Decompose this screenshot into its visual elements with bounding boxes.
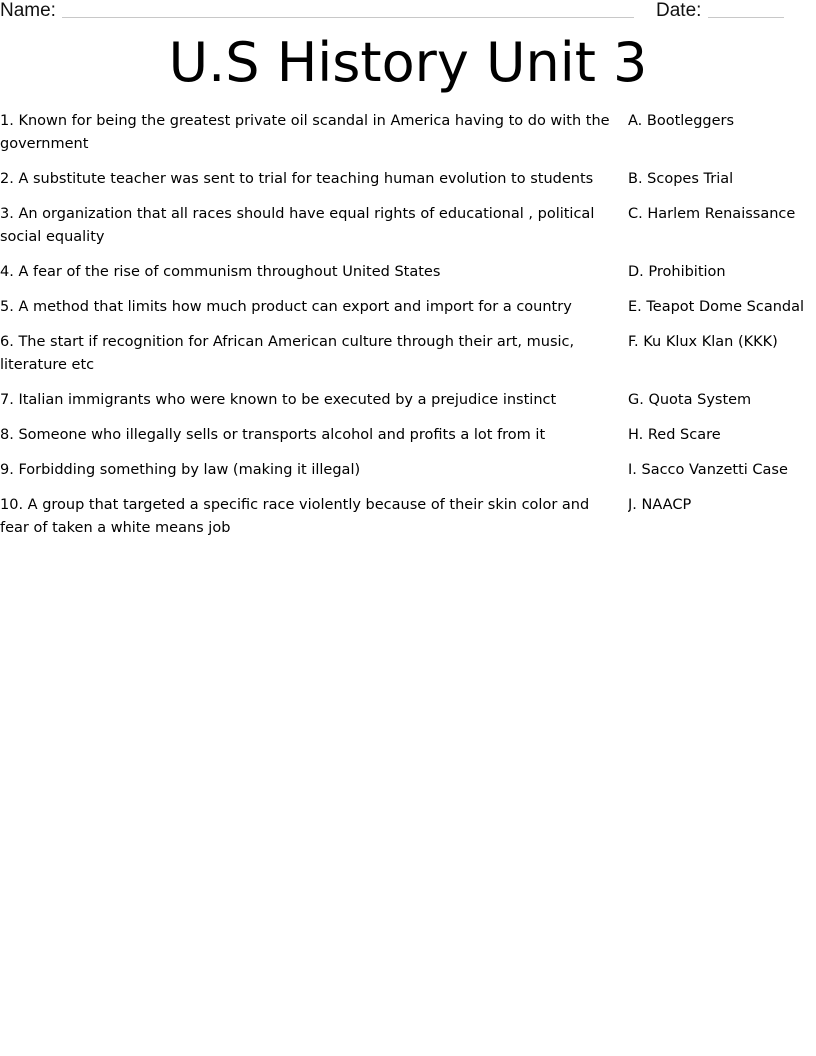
question-text: 1. Known for being the greatest private oil scandal in America having to do with the government	[0, 113, 610, 152]
matching-row	[0, 168, 816, 191]
question-text: 5. A method that limits how much product can export and import for a country	[0, 299, 572, 315]
matching-row	[0, 110, 816, 156]
answer-option: E. Teapot Dome Scandal	[628, 299, 805, 315]
answer-option: F. Ku Klux Klan (KKK)	[628, 334, 778, 350]
matching-row	[0, 389, 816, 412]
matching-row	[0, 296, 816, 319]
matching-row	[0, 331, 816, 377]
matching-row	[0, 261, 816, 284]
question-text: 3. An organization that all races should have equal rights of educational , political social equality	[0, 206, 595, 245]
answer-option: I. Sacco Vanzetti Case	[628, 462, 788, 478]
date-field[interactable]	[708, 17, 784, 18]
answer-option: G. Quota System	[628, 392, 752, 408]
matching-row	[0, 203, 816, 249]
answer-option: A. Bootleggers	[628, 113, 735, 129]
answer-option: H. Red Scare	[628, 427, 721, 443]
name-field[interactable]	[62, 17, 634, 18]
matching-row	[0, 424, 816, 447]
answer-option: D. Prohibition	[628, 264, 726, 280]
question-text: 9. Forbidding something by law (making it illegal)	[0, 462, 361, 478]
question-text: 2. A substitute teacher was sent to trial for teaching human evolution to students	[0, 171, 594, 187]
answer-option: C. Harlem Renaissance	[628, 206, 796, 222]
question-text: 8. Someone who illegally sells or transports alcohol and profits a lot from it	[0, 427, 546, 443]
question-text: 4. A fear of the rise of communism throughout United States	[0, 264, 441, 280]
question-text: 7. Italian immigrants who were known to be executed by a prejudice instinct	[0, 392, 557, 408]
date-label: Date:	[656, 0, 702, 21]
matching-list	[0, 110, 816, 552]
answer-option: B. Scopes Trial	[628, 171, 734, 187]
matching-row	[0, 494, 816, 540]
header-row	[0, 0, 816, 24]
question-text: 6. The start if recognition for African American culture through their art, music, literature etc	[0, 334, 575, 373]
page-title: U.S History Unit 3	[168, 31, 648, 94]
answer-option: J. NAACP	[628, 497, 692, 513]
question-text: 10. A group that targeted a specific race violently because of their skin color and fear of taken a white means job	[0, 497, 590, 536]
matching-row	[0, 459, 816, 482]
name-label: Name:	[0, 0, 56, 21]
